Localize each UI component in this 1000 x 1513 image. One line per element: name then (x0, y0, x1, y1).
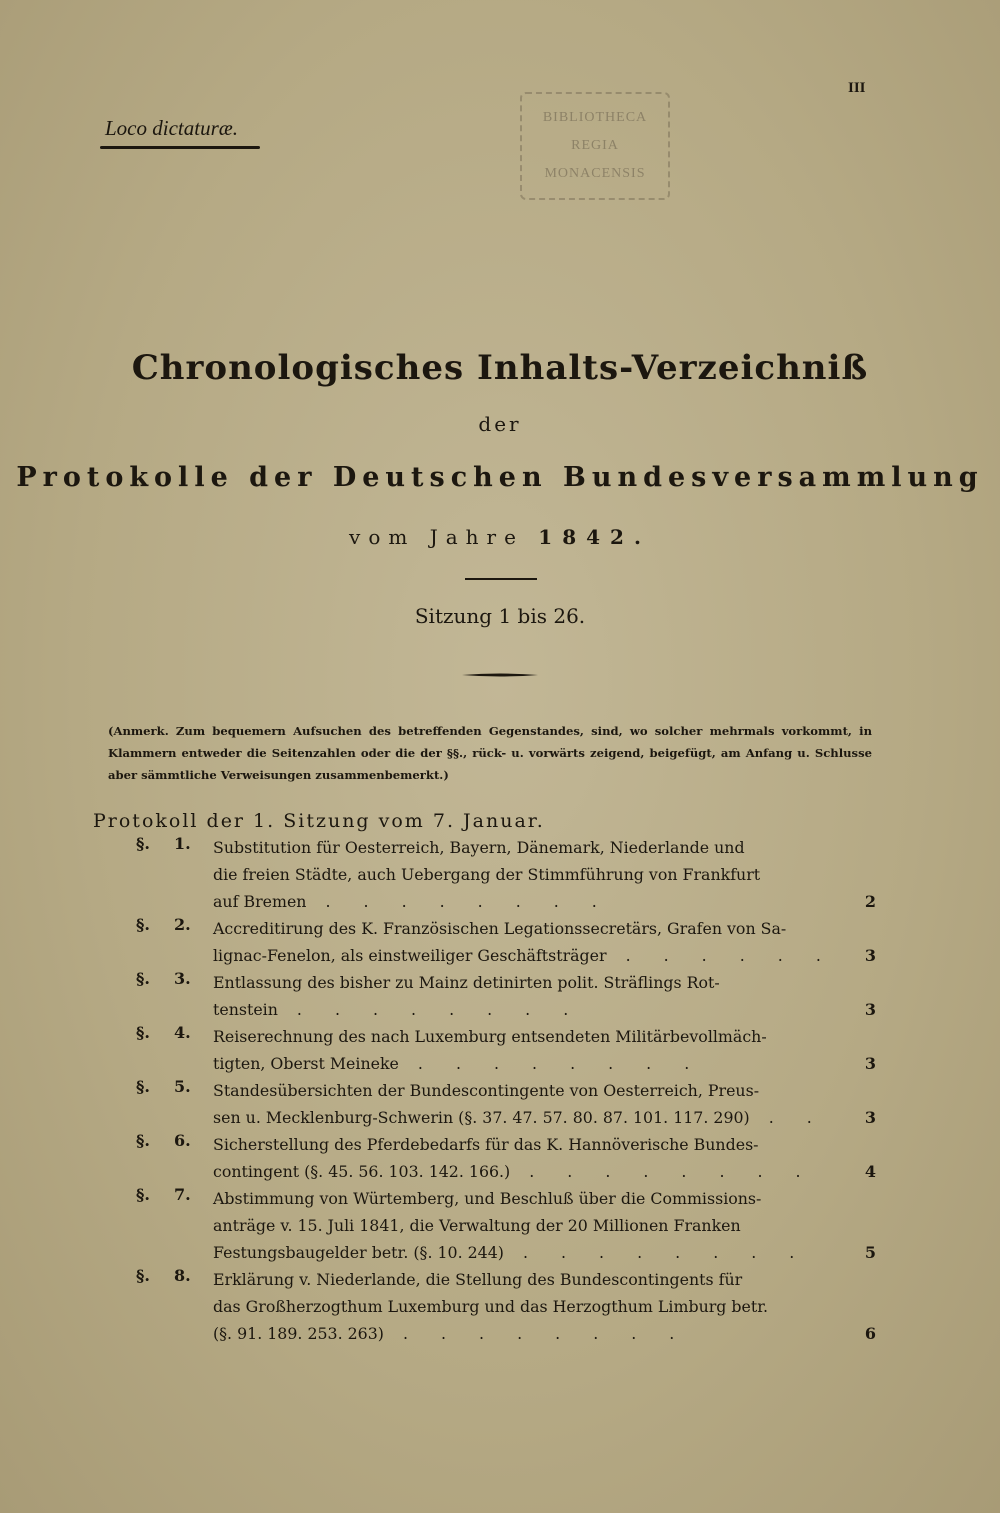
paragraph-sign: §. (136, 834, 150, 853)
entry-text: Standesübersichten der Bundescontingente von Oesterreich, Preus- (213, 1081, 760, 1100)
entry-text: tenstein (213, 1000, 278, 1019)
entry-number: 2. (174, 915, 191, 934)
entry-page-number: 5 (864, 1243, 876, 1262)
entry-text: Abstimmung von Würtemberg, und Beschluß über die Commissions- (213, 1189, 762, 1208)
entry-text-line (213, 1158, 876, 1185)
leader-dots: . . . . . . . . (503, 1243, 809, 1262)
entry-text-line (213, 861, 876, 888)
leader-dots: . . . . . . (606, 946, 835, 965)
page-number: III (848, 80, 866, 96)
entry-text-line (213, 1293, 876, 1320)
toc-entry (136, 1266, 876, 1347)
entry-page-number: 3 (864, 1054, 876, 1073)
entry-text: anträge v. 15. Juli 1841, die Verwaltung der 20 Millionen Franken (213, 1216, 741, 1235)
loco-rule (100, 146, 260, 149)
entry-page-number: 3 (864, 1000, 876, 1019)
leader-dots: . . . . . . . . (306, 892, 611, 911)
entry-number: 4. (174, 1023, 191, 1042)
toc-entry (136, 915, 876, 969)
entry-text-line (213, 1212, 876, 1239)
entry-text-line (213, 1104, 876, 1131)
entry-text: die freien Städte, auch Uebergang der Stimmführung von Frankfurt (213, 865, 761, 884)
entry-page-number: 3 (864, 1108, 876, 1127)
annotation-note: (Anmerk. Zum bequemern Aufsuchen des betreffenden Gegenstandes, sind, wo solcher mehrmals vorkommt, in Klammern entweder die Seitenzahlen oder die der §§., rück- u. vorwärts zeigend, beigefügt, am Anfang u. Schlusse aber sämmtliche Verweisungen zusammenbemerkt.) (108, 724, 872, 782)
entry-text-line (213, 1185, 876, 1212)
entry-text-line (213, 1266, 876, 1293)
entry-text: sen u. Mecklenburg-Schwerin (§. 37. 47. 57. 80. 87. 101. 117. 290) (213, 1108, 750, 1127)
entry-text-line (213, 1077, 876, 1104)
page-subtitle: Protokolle der Deutschen Bundesversammlung (16, 462, 984, 493)
entry-number: 1. (174, 834, 191, 853)
entry-text-line (213, 996, 876, 1023)
toc-entry (136, 969, 876, 1023)
toc-entry (136, 1023, 876, 1077)
leader-dots: . . . . . . . . (383, 1324, 689, 1343)
leader-dots: . . . . . . . . (510, 1162, 815, 1181)
entry-text: Substitution für Oesterreich, Bayern, Dänemark, Niederlande und (213, 838, 745, 857)
entry-text-line (213, 969, 876, 996)
toc-entry (136, 834, 876, 915)
entry-number: 5. (174, 1077, 191, 1096)
paragraph-sign: §. (136, 1131, 150, 1150)
title-year (0, 525, 1000, 549)
entry-text: auf Bremen (213, 892, 307, 911)
toc-entry (136, 1131, 876, 1185)
leader-dots: . . (749, 1108, 826, 1127)
stamp-line: REGIA (571, 138, 619, 153)
entry-text-line (213, 1023, 876, 1050)
ornament-divider (462, 673, 538, 677)
entry-text-line (213, 915, 876, 942)
entry-page-number: 2 (864, 892, 876, 911)
entry-text-line (213, 1320, 876, 1347)
paragraph-sign: §. (136, 1077, 150, 1096)
entry-number: 6. (174, 1131, 191, 1150)
entry-page-number: 4 (864, 1162, 876, 1181)
library-stamp (520, 92, 670, 200)
entry-text-line (213, 1050, 876, 1077)
entry-text-line (213, 888, 876, 915)
paragraph-sign: §. (136, 1266, 150, 1285)
leader-dots: . . . . . . . . (398, 1054, 704, 1073)
entry-text-line (213, 834, 876, 861)
entry-text: lignac-Fenelon, als einstweiliger Geschäftsträger (213, 946, 607, 965)
entry-text: Sicherstellung des Pferdebedarfs für das K. Hannöverische Bundes- (213, 1135, 759, 1154)
entry-page-number: 3 (864, 946, 876, 965)
entry-text: Entlassung des bisher zu Mainz detinirten polit. Sträflings Rot- (213, 973, 720, 992)
entry-number: 7. (174, 1185, 191, 1204)
entry-text: Erklärung v. Niederlande, die Stellung des Bundescontingents für (213, 1270, 743, 1289)
toc-entry (136, 1185, 876, 1266)
entry-text: das Großherzogthum Luxemburg und das Herzogthum Limburg betr. (213, 1297, 769, 1316)
title-rule (465, 578, 537, 580)
loco-dictaturae: Loco dictaturæ. (105, 116, 239, 140)
entry-text-line (213, 1239, 876, 1266)
title-der: der (478, 412, 522, 436)
entry-text-line (213, 942, 876, 969)
entry-number: 8. (174, 1266, 191, 1285)
entry-number: 3. (174, 969, 191, 988)
entry-page-number: 6 (864, 1324, 876, 1343)
entry-text: Reiserechnung des nach Luxemburg entsendeten Militärbevollmäch- (213, 1027, 767, 1046)
toc-entry (136, 1077, 876, 1131)
entry-text: (§. 91. 189. 253. 263) (213, 1324, 384, 1343)
year-value: 1842. (538, 525, 651, 549)
entry-text: tigten, Oberst Meineke (213, 1054, 399, 1073)
paragraph-sign: §. (136, 969, 150, 988)
entry-text: Accreditirung des K. Französischen Legationssecretärs, Grafen von Sa- (213, 919, 787, 938)
protokoll-heading: Protokoll der 1. Sitzung vom 7. Januar. (93, 810, 545, 832)
paragraph-sign: §. (136, 915, 150, 934)
paragraph-sign: §. (136, 1023, 150, 1042)
stamp-line: MONACENSIS (544, 166, 646, 181)
entry-text-line (213, 1131, 876, 1158)
stamp-line: BIBLIOTHECA (542, 110, 648, 125)
entry-text: contingent (§. 45. 56. 103. 142. 166.) (213, 1162, 511, 1181)
entry-list (136, 834, 876, 1347)
entry-text: Festungsbaugelder betr. (§. 10. 244) (213, 1243, 504, 1262)
leader-dots: . . . . . . . . (277, 1000, 583, 1019)
year-prefix: vom Jahre (349, 525, 524, 549)
page-title: Chronologisches Inhalts-Verzeichniß (131, 348, 869, 388)
paragraph-sign: §. (136, 1185, 150, 1204)
sitzung-range: Sitzung 1 bis 26. (414, 604, 586, 628)
